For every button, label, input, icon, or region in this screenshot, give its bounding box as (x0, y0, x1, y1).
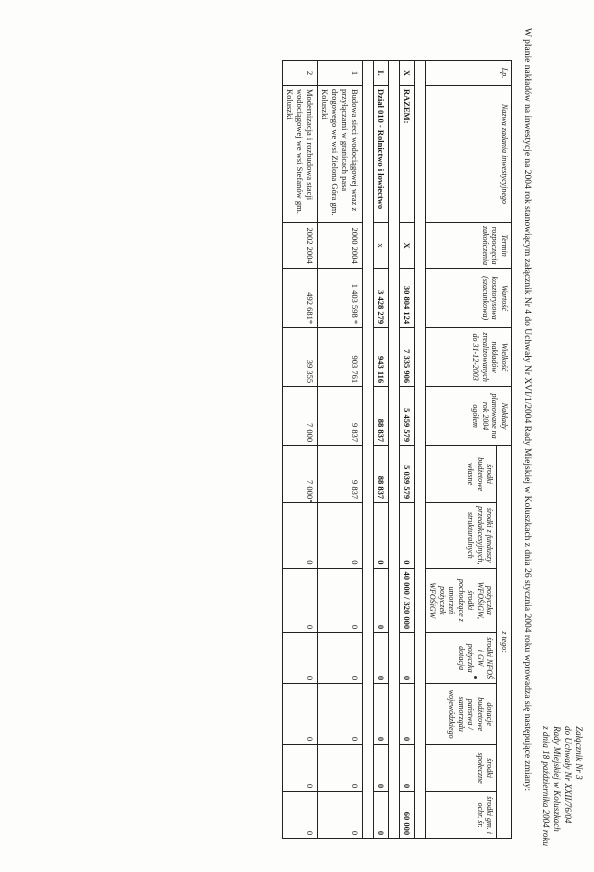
table-row-total (400, 61, 415, 839)
cell-c3: 0 (283, 568, 318, 633)
cell-c4: 0 (374, 633, 389, 684)
col-value: Wartość kosztorysowa (szacunkowa) (426, 269, 512, 328)
cell-term: X (400, 223, 415, 269)
cell-value: 1 403 598 * (318, 269, 363, 328)
cell-term: 2000 2004 (318, 223, 363, 269)
col-sub2: środki z funduszy przedakcesyjnych, strukturalnych (426, 503, 498, 568)
cell-spent: 903 761 (318, 328, 363, 387)
cell-c7: 0 (374, 792, 389, 839)
cell-c2: 0 (318, 503, 363, 568)
cell-value: 30 804 124 (400, 269, 415, 328)
cell-c5: 0 (318, 684, 363, 745)
cell-c2: 0 (283, 503, 318, 568)
col-term: Termin rozpoczęcia zakończenia (426, 223, 512, 269)
cell-planned: 9 837 (318, 387, 363, 446)
cell-c6: 0 (283, 745, 318, 792)
scan-speck (474, 676, 477, 679)
header-line-4: z dnia 18 października 2004 roku (541, 726, 551, 846)
cell-lp: 1 (318, 61, 363, 86)
header-line-3: Rady Miejskiej w Koluszkach (552, 726, 562, 832)
col-name: Nazwa zadania inwestycyjnego (426, 86, 512, 223)
cell-spent: 943 116 (374, 328, 389, 387)
header-line-1: Załącznik Nr 3 (574, 726, 584, 780)
cell-lp: 2 (283, 61, 318, 86)
cell-name: Dział 010 - Rolnictwo i łowiectwo (374, 86, 389, 223)
cell-lp: X (400, 61, 415, 86)
cell-c5: 0 (374, 684, 389, 745)
cell-spent: 39 355 (283, 328, 318, 387)
col-sub4: środki NFOŚ i GW pożyczka dotacja (426, 633, 498, 684)
header-line-2: do Uchwały Nr XXII/76/04 (563, 726, 573, 824)
cell-c1: 7 000 (283, 446, 318, 503)
cell-c4: 0 (400, 633, 415, 684)
cell-c5: 0 (283, 684, 318, 745)
cell-c2: 0 (374, 503, 389, 568)
intro-text: W planie nakładów na inwestycje na 2004 rok stanowiącym załącznik Nr 4 do Uchwały Nr XVI/1/2004 Rady Miejskiej w Koluszkach z dnia 26 stycznia 2004 roku wprowadza się następujące zmiany: (522, 28, 532, 792)
col-sub3: pożyczka WFOŚiGW, środki pochodzące z umorzeń pożyczek WFOŚiGW (426, 568, 498, 633)
col-of-which: z tego: (497, 446, 512, 839)
cell-value: 3 428 279 (374, 269, 389, 328)
cell-c5: 0 (400, 684, 415, 745)
col-sub6: środki społeczne (426, 745, 498, 792)
cell-term: 2002 2004 (283, 223, 318, 269)
cell-c3: 0 (318, 568, 363, 633)
cell-planned: 5 459 579 (400, 387, 415, 446)
cell-c2: 0 (400, 503, 415, 568)
col-planned: Nakłady planowane na rok 2004 ogółem (426, 387, 512, 446)
cell-spent: 7 335 906 (400, 328, 415, 387)
cell-name: Budowa sieci wodociągowej wraz z przyłączami w granicach pasa drogowego we wsi Zielona Góra gm. Koluszki (318, 86, 363, 223)
cell-c1: 9 837 (318, 446, 363, 503)
cell-planned: 7 000 (283, 387, 318, 446)
cell-planned: 88 837 (374, 387, 389, 446)
cell-c4: 0 (318, 633, 363, 684)
cell-name: Modernizacja i rozbudowa stacji wodociągowej we wsi Stefanów gm. Koluszki (283, 86, 318, 223)
table-row-section (374, 61, 389, 839)
cell-c6: 0 (400, 745, 415, 792)
attachment-header (540, 726, 584, 846)
cell-c1: 5 039 579 (400, 446, 415, 503)
spacer (389, 61, 400, 839)
col-lp: Lp. (426, 61, 512, 86)
cell-c6: 0 (318, 745, 363, 792)
investment-table (282, 60, 512, 839)
cell-term: x (374, 223, 389, 269)
cell-c7: 60 000 (400, 792, 415, 839)
cell-c1: 88 837 (374, 446, 389, 503)
table-row (318, 61, 363, 839)
cell-c3: 0 (374, 568, 389, 633)
cell-c4: 0 (283, 633, 318, 684)
col-sub1: środki budżetowe własne (426, 446, 498, 503)
cell-c7: 0 (283, 792, 318, 839)
cell-c3: 40 000 / 320 000 (400, 568, 415, 633)
cell-c6: 0 (374, 745, 389, 792)
spacer (415, 61, 426, 839)
cell-lp: I. (374, 61, 389, 86)
cell-c7: 0 (318, 792, 363, 839)
cell-name: RAZEM: (400, 86, 415, 223)
col-sub7: środki gm. i ochr. śr. (426, 792, 498, 839)
spacer (363, 61, 374, 839)
table-row (283, 61, 318, 839)
scan-speck (310, 500, 312, 502)
col-spent: Wielkość nakładów zrealizowanych do 31-12-2003 (426, 328, 512, 387)
cell-value: 492 681* (283, 269, 318, 328)
col-sub5: dotacje budżetowe państwa / samorządu wojewódzkiego (426, 684, 498, 745)
